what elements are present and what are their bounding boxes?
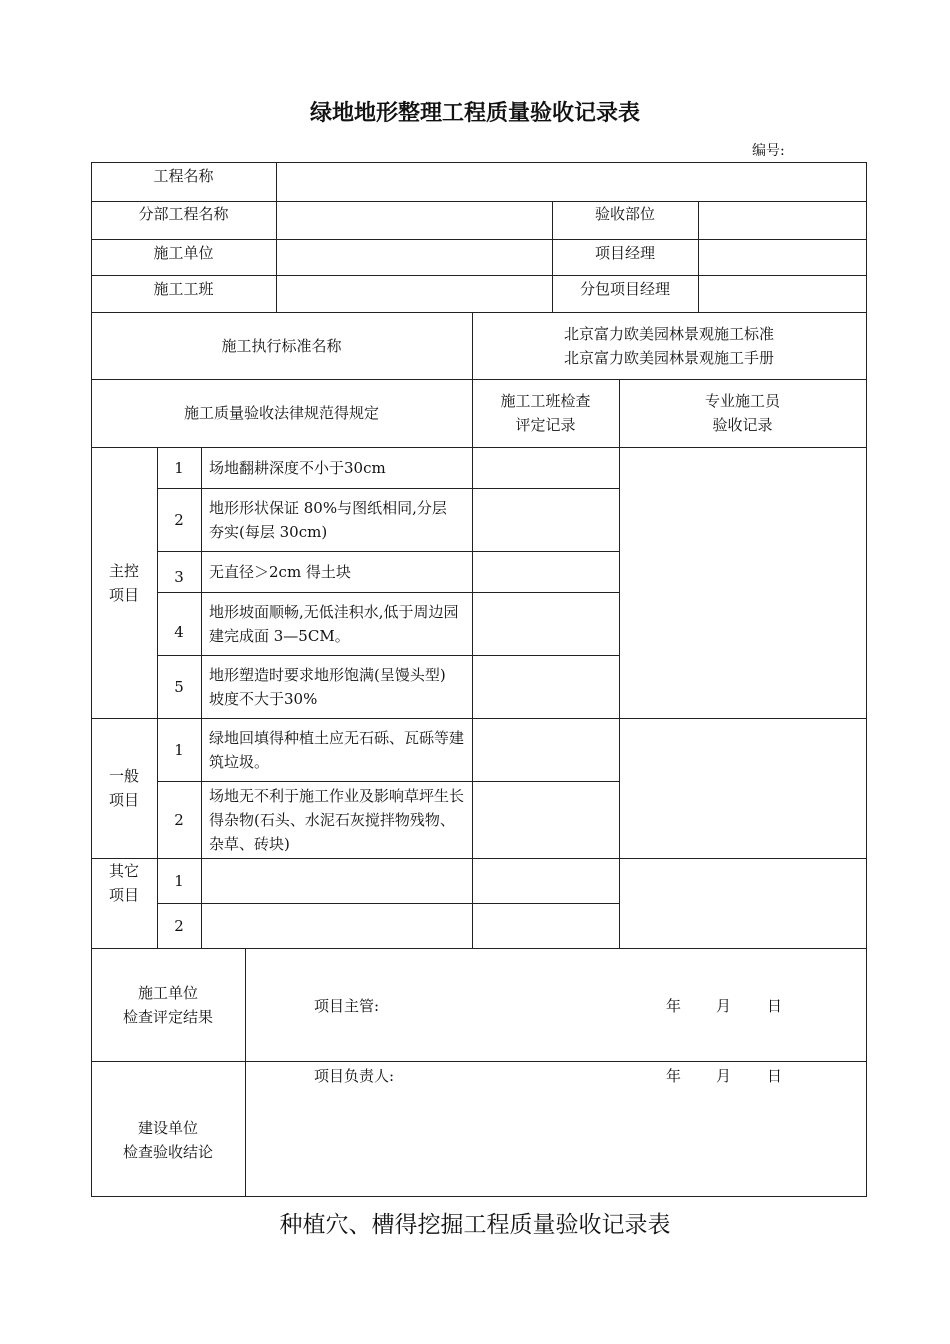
item-text: 场地无不利于施工作业及影响草坪生长得杂物(石头、水泥石灰搅拌物残物、杂草、砖块) — [209, 786, 465, 853]
crew-check-header — [472, 379, 619, 447]
item-text: 地形形状保证 80%与图纸相同,分层夯实(每层 30cm) — [209, 498, 447, 541]
main-items-label-line-2: 项目 — [108, 585, 139, 604]
item-number: 1 — [174, 871, 184, 890]
construction-unit-label: 施工单位 — [153, 244, 214, 262]
owner-check-signer: 项目负责人: — [314, 1067, 395, 1085]
item-number: 2 — [174, 810, 184, 829]
inspect-part-label: 验收部位 — [594, 205, 655, 223]
crew-check-header-line-2: 评定记录 — [515, 416, 576, 434]
owner-check-label-line-2: 检查验收结论 — [122, 1142, 213, 1161]
item-text — [201, 858, 472, 903]
standard-line-2: 北京富力欧美园林景观施工手册 — [563, 348, 774, 367]
item-number: 5 — [174, 677, 184, 696]
project-name-value — [276, 162, 866, 201]
unit-check-signer: 项目主管: — [314, 997, 380, 1015]
standard-label: 施工执行标准名称 — [221, 336, 342, 355]
item-text — [201, 903, 472, 948]
item-text: 无直径＞2cm 得土块 — [209, 562, 351, 581]
sub-project-label: 分部工程名称 — [138, 205, 229, 223]
owner-check-month: 月 — [716, 1067, 732, 1085]
owner-check-day: 日 — [767, 1067, 783, 1085]
unit-check-label-line-2: 检查评定结果 — [122, 1007, 213, 1026]
item-number: 3 — [174, 568, 184, 586]
project-manager-label: 项目经理 — [594, 244, 655, 262]
item-text: 地形塑造时要求地形饱满(呈馒头型)坡度不大于30% — [209, 665, 446, 708]
project-name-label: 工程名称 — [153, 167, 214, 185]
crew-label: 施工工班 — [153, 280, 214, 298]
next-section-title: 种植穴、槽得挖掘工程质量验收记录表 — [279, 1212, 671, 1238]
pro-check-header-line-1: 专业施工员 — [704, 392, 780, 410]
unit-check-day: 日 — [767, 997, 783, 1015]
unit-check-year: 年 — [666, 997, 682, 1015]
general-items-label — [91, 718, 157, 858]
item-number: 1 — [174, 458, 184, 477]
sub-manager-label: 分包项目经理 — [579, 280, 670, 298]
item-number: 1 — [174, 740, 184, 759]
rules-header: 施工质量验收法律规范得规定 — [183, 404, 379, 422]
general-items-label-line-2: 项目 — [108, 791, 139, 809]
other-items-label-line-2: 项目 — [108, 886, 139, 904]
unit-check-month: 月 — [716, 997, 732, 1015]
serial-number-label: 编号: — [752, 143, 785, 159]
item-text: 地形坡面顺畅,无低洼积水,低于周边园建完成面 3—5CM。 — [209, 602, 459, 645]
item-number: 4 — [174, 623, 184, 641]
unit-check-label — [91, 948, 245, 1061]
pro-check-header-line-2: 验收记录 — [712, 416, 773, 434]
crew-check-header-line-1: 施工工班检查 — [500, 392, 591, 410]
standard-line-1: 北京富力欧美园林景观施工标准 — [563, 324, 774, 343]
item-number: 2 — [174, 916, 184, 935]
item-text: 绿地回填得种植土应无石砾、瓦砾等建筑垃圾。 — [209, 728, 465, 771]
other-items-label — [91, 858, 157, 908]
unit-check-label-line-1: 施工单位 — [137, 983, 198, 1002]
item-text: 场地翻耕深度不小于30cm — [209, 458, 386, 477]
standard-value — [472, 312, 866, 379]
page-title: 绿地地形整理工程质量验收记录表 — [309, 101, 640, 126]
main-items-label-line-1: 主控 — [108, 561, 139, 580]
owner-check-year: 年 — [666, 1067, 682, 1085]
main-items-label — [91, 447, 157, 718]
item-number: 2 — [174, 510, 184, 529]
other-items-label-line-1: 其它 — [108, 862, 139, 880]
owner-check-label-line-1: 建设单位 — [137, 1118, 198, 1137]
pro-check-header — [619, 379, 866, 447]
general-items-label-line-1: 一般 — [108, 767, 139, 785]
owner-check-label — [91, 1061, 245, 1196]
